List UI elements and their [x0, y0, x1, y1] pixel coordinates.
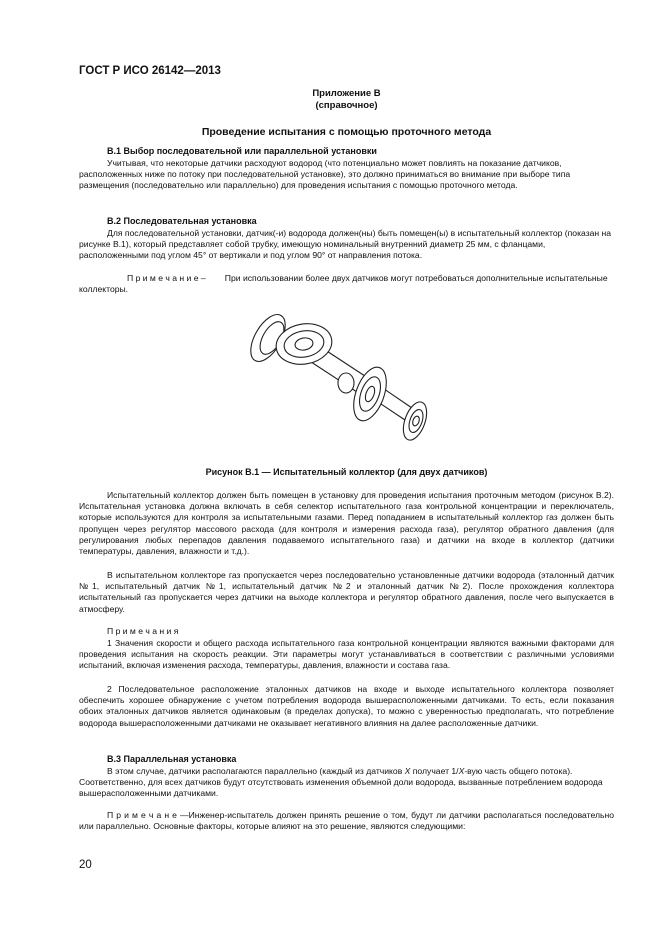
b3-var-x: X: [458, 766, 465, 776]
b1-heading: В.1 Выбор последовательной или параллельной установки: [107, 146, 377, 156]
body-paragraph-2: В испытательном коллекторе газ пропускается через последовательно установленные датчики водорода (эталонный датчик №1, испытательный датчик №1, испытательный датчик №2 и эталонный датчик №2). После прохождения коллектора испытательный газ пропускается через датчики на выходе коллектора и регулятор обратного давления, после чего выпускается в атмосферу.: [79, 570, 614, 614]
section-heading: Проведение испытания с помощью проточного метода: [201, 126, 492, 138]
appendix-label: Приложение В: [312, 88, 381, 99]
b3-note-text: Инженер-испытатель должен принять решение о том, будут ли датчики располагаться последовательно или параллельно. Основные факторы, которые влияют на это решение, являются следующими:: [79, 810, 614, 832]
figure-caption: Рисунок В.1 — Испытательный коллектор (для двух датчиков): [205, 467, 488, 477]
b3-text-b: получает 1/: [410, 766, 459, 776]
b3-note-label: П р и м е ч а н е —: [107, 810, 189, 820]
appendix-subtitle: (справочное): [315, 100, 378, 111]
b2-note-label: П р и м е ч а н и е –: [127, 273, 206, 283]
test-manifold-figure: [240, 308, 445, 448]
notes-label: П р и м е ч а н и я: [107, 626, 179, 636]
b2-note-text: При использовании более двух датчиков могут потребоваться дополнительные испытательные коллекторы.: [79, 273, 608, 295]
b3-text-c: -вую часть общего потока). Соответственно, для всех датчиков будут отсутствовать изменения объемной доли водорода, вызванные потреблением водорода вышерасположенными датчиками.: [79, 766, 603, 799]
appendix-title: [79, 88, 614, 112]
b2-paragraph: Для последовательной установки, датчик(-и) водорода должен(ны) быть помещен(ы) в испытательный коллектор (показан на рисунке В.1), который представляет собой трубку, имеющую номинальный внутренний диаметр 25 мм, с фланцами, расположенными под углом 45° от вертикали и под углом 90° от направления потока.: [79, 228, 612, 261]
note-2: 2 Последовательное расположение эталонных датчиков на входе и выходе испытательного коллектора позволяет обеспечить хорошее обнаружение с учетом потребления водорода вышерасположенными датчиками. То есть, если показания обоих эталонных датчиков является одинаковым (в пределах допуска), то можно с уверенностью предполагать, что потребление водорода вышерасположенными датчиками не оказывает негативного влияния на далее расположенные датчики.: [79, 684, 614, 728]
document-code: ГОСТ Р ИСО 26142—2013: [79, 65, 221, 77]
b1-paragraph: Учитывая, что некоторые датчики расходуют водород (что потенциально может повлиять на показание датчиков, расположенных ниже по потоку при последовательной установке), это должно приниматься во внимание при выборе типа размещения (последовательно или параллельно) для проведения испытания с помощью проточного метода.: [79, 158, 571, 191]
page-number: 20: [79, 859, 92, 871]
b3-text-a: В этом случае, датчики располагаются параллельно (каждый из датчиков: [107, 766, 405, 776]
b3-var-x: X: [404, 766, 411, 776]
b2-note: [79, 273, 614, 295]
b3-heading: В.3 Параллельная установка: [107, 754, 237, 764]
b3-note: [79, 810, 614, 832]
body-paragraph-1: Испытательный коллектор должен быть помещен в установку для проведения испытания проточным методом (рисунок В.2). Испытательная установка должна включать в себя селектор испытательного газа контрольной концентрации и переключатель, которые используются для контроля за испытательными газами. Перед попаданием в испытательный коллектор газ должен быть пропущен через регулятор массового расхода (для контроля и измерения расхода газа), регулятор обратного давления (для регулирования любых перепадов давления подаваемого испытательного газа) и датчики на входе в коллектор (датчики температуры, давления, влажности и т.д.).: [79, 490, 614, 557]
b2-heading: В.2 Последовательная установка: [107, 216, 257, 226]
note-1: 1 Значения скорости и общего расхода испытательного газа контрольной концентрации являются важными факторами для проведения испытания на скорость реакции. Эти параметры могут устанавливаться в соответствии с различными условиями испытаний, включая изменения расхода, температуры, давления, влажности и состава газа.: [79, 638, 614, 671]
b3-paragraph: [79, 766, 614, 800]
